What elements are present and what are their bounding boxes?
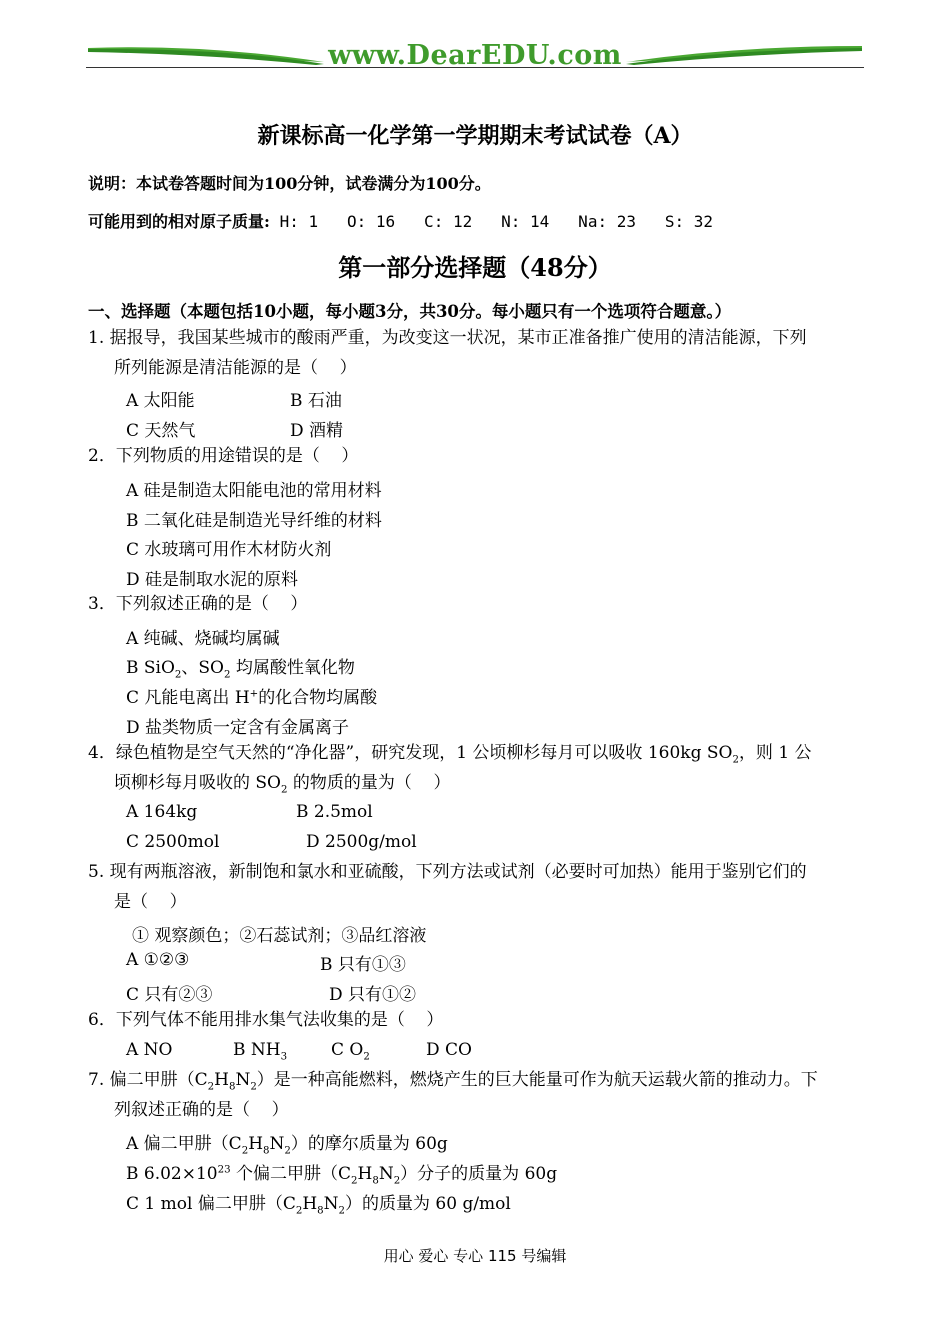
question-5-option-b: B 只有①③ [320, 955, 406, 975]
question-4-stem-line2: 顷柳杉每月吸收的 $SO_2$ 的物质的量为（ ） [114, 772, 451, 795]
question-7-option-b: B $6.02\times 10^{23}$ 个偏二甲肼$(C_2H_8N_2)$分子的质量为 60g [126, 1164, 558, 1187]
question-7 [88, 1066, 866, 1125]
question-5-option-d: D 只有①② [329, 985, 417, 1005]
question-5-stem-line1: 5. 现有两瓶溶液，新制饱和氯水和亚硫酸，下列方法或试剂（必要时可加热）能用于鉴别它们的 [88, 862, 807, 882]
question-6-option-d: D CO [426, 1040, 472, 1060]
question-3-option-d: D 盐类物质一定含有金属离子 [126, 718, 350, 738]
question-3 [88, 590, 866, 620]
question-3-option-a: A 纯碱、烧碱均属碱 [126, 629, 280, 649]
section-title: 一、选择题（本题包括10小题，每小题3分，共30分。每小题只有一个选项符合题意。） [88, 302, 732, 321]
atomic-masses-label: 可能用到的相对原子质量: [88, 212, 270, 231]
question-2 [88, 442, 866, 472]
question-4-option-c: C 2500mol [126, 832, 220, 852]
question-2-option-a: A 硅是制造太阳能电池的常用材料 [126, 481, 382, 501]
question-3-stem: 3．下列叙述正确的是（ ） [88, 594, 308, 614]
part-title: 第一部分选择题（48分） [338, 253, 612, 282]
question-4-option-b: B 2.5mol [296, 802, 373, 822]
question-6-stem: 6．下列气体不能用排水集气法收集的是（ ） [88, 1010, 444, 1030]
question-2-stem: 2．下列物质的用途错误的是（ ） [88, 446, 359, 466]
question-6 [88, 1006, 866, 1036]
question-7-option-c: C 1 mol 偏二甲肼$(C_2H_8N_2)$的质量为 60 g/mol [126, 1194, 511, 1217]
question-3-option-c: C 凡能电离出 H+的化合物均属酸 [126, 688, 378, 708]
atomic-masses-values: H: 1 O: 16 C: 12 N: 14 Na: 23 S: 32 [279, 212, 714, 231]
question-5 [88, 858, 866, 917]
question-4-stem-line1: 4．绿色植物是空气天然的“净化器”，研究发现，1 公顷柳杉每月可以吸收 160kg $SO_2$，则 1 公 [88, 743, 812, 766]
question-1-option-b: B 石油 [290, 391, 342, 411]
question-2-option-b: B 二氧化硅是制造光导纤维的材料 [126, 511, 382, 531]
question-3-option-b: B SiO$_2$、$SO_2$ 均属酸性氧化物 [126, 658, 355, 681]
page-header [86, 36, 864, 76]
question-4-option-d: D 2500g/mol [306, 832, 417, 852]
question-6-option-a: A NO [126, 1040, 173, 1060]
question-1 [88, 324, 866, 383]
question-7-option-a: A 偏二甲肼$(C_2H_8N_2)$的摩尔质量为 60g [126, 1134, 448, 1157]
question-1-option-c: C 天然气 [126, 421, 196, 441]
question-5-option-c: C 只有②③ [126, 985, 213, 1005]
atomic-masses [88, 209, 713, 232]
question-6-option-b: B $NH_3$ [233, 1040, 288, 1063]
page-footer: 用心 爱心 专心 115 号编辑 [383, 1247, 567, 1265]
question-1-stem-line1: 1. 据报导，我国某些城市的酸雨严重，为改变这一状况，某市正准备推广使用的清洁能源，下列 [88, 328, 807, 348]
question-5-option-a: A ①②③ [126, 950, 190, 970]
question-7-stem-line1: 7. 偏二甲肼$(C_2H_8N_2)$是一种高能燃料，燃烧产生的巨大能量可作为航天运载火箭的推动力。下 [88, 1070, 818, 1093]
header-rule [86, 67, 864, 68]
question-1-stem-line2: 所列能源是清洁能源的是（ ） [114, 357, 357, 378]
question-5-stem-line2: 是（ ） [114, 891, 187, 912]
question-7-stem-line2: 列叙述正确的是（ ） [114, 1099, 289, 1120]
question-2-option-c: C 水玻璃可用作木材防火剂 [126, 540, 332, 560]
question-4 [88, 739, 866, 798]
question-4-option-a: A 164kg [126, 802, 198, 822]
question-2-option-d: D 硅是制取水泥的原料 [126, 570, 299, 590]
question-1-option-a: A 太阳能 [126, 391, 195, 411]
question-1-option-d: D 酒精 [290, 421, 344, 441]
exam-note: 说明：本试卷答题时间为100分钟，试卷满分为100分。 [88, 174, 491, 193]
question-5-methods: ① 观察颜色；②石蕊试剂；③品红溶液 [132, 926, 427, 946]
question-6-option-c: C $O_2$ [331, 1040, 370, 1063]
site-logo[interactable]: www.DearEDU.com [328, 40, 622, 71]
document-title: 新课标高一化学第一学期期末考试试卷（A） [257, 123, 693, 149]
